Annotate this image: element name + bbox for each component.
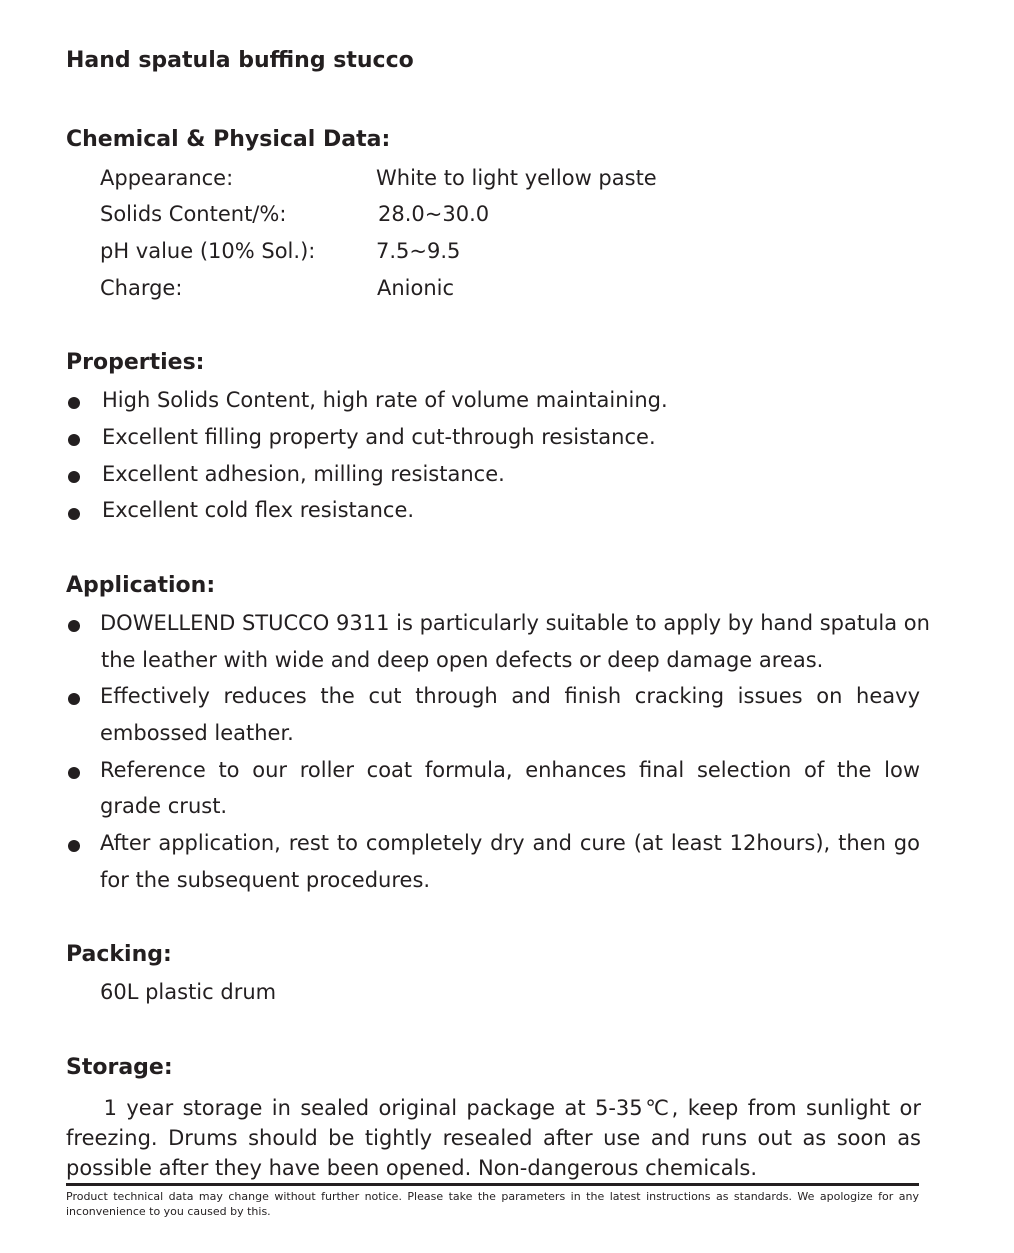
footer-note: Product technical data may change without further notice. Please take the parameters in the latest instructions as standards. We apologize for any inconvenience to you caused by this. (66, 1190, 919, 1218)
application-item-line: embossed leather. (100, 721, 294, 745)
application-item-line: the leather with wide and deep open defects or deep damage areas. (101, 648, 824, 672)
bullet-icon (68, 508, 80, 520)
application-heading: Application: (66, 573, 216, 598)
application-item-line: DOWELLEND STUCCO 9311 is particularly suitable to apply by hand spatula on (100, 611, 930, 635)
bullet-icon (68, 840, 80, 852)
storage-text: 1 year storage in sealed original package at 5-35℃, keep from sunlight or freezing. Drums should be tightly resealed after use and runs out as soon as possible after they have been opened. Non-dangerous chemicals. (66, 1096, 921, 1180)
application-item-line: for the subsequent procedures. (100, 868, 431, 892)
document-title: Hand spatula buffing stucco (66, 48, 414, 73)
packing-text: 60L plastic drum (100, 980, 277, 1004)
bullet-icon (68, 471, 80, 483)
footer-divider (66, 1183, 919, 1186)
bullet-icon (68, 767, 80, 779)
appearance-value: White to light yellow paste (376, 166, 657, 190)
solids-content-value: 28.0~30.0 (378, 202, 490, 226)
application-item-line: grade crust. (100, 794, 228, 818)
property-item: Excellent filling property and cut-through resistance. (102, 425, 656, 449)
properties-heading: Properties: (66, 350, 205, 375)
appearance-label: Appearance: (100, 166, 234, 190)
ph-value-value: 7.5~9.5 (376, 239, 461, 263)
bullet-icon (68, 434, 80, 446)
property-item: Excellent cold flex resistance. (102, 498, 415, 522)
application-item-line: Reference to our roller coat formula, enhances final selection of the low (100, 758, 920, 782)
property-item: Excellent adhesion, milling resistance. (102, 462, 505, 486)
chemical-data-heading: Chemical & Physical Data: (66, 127, 391, 152)
packing-heading: Packing: (66, 942, 172, 967)
charge-label: Charge: (100, 276, 183, 300)
application-item-line: After application, rest to completely dry and cure (at least 12hours), then go (100, 831, 920, 855)
application-item-line: Effectively reduces the cut through and finish cracking issues on heavy (100, 684, 920, 708)
bullet-icon (68, 620, 80, 632)
charge-value: Anionic (377, 276, 455, 300)
ph-value-label: pH value (10% Sol.): (100, 239, 316, 263)
bullet-icon (68, 397, 80, 409)
storage-heading: Storage: (66, 1055, 173, 1080)
bullet-icon (68, 693, 80, 705)
solids-content-label: Solids Content/%: (100, 202, 287, 226)
property-item: High Solids Content, high rate of volume maintaining. (102, 388, 668, 412)
